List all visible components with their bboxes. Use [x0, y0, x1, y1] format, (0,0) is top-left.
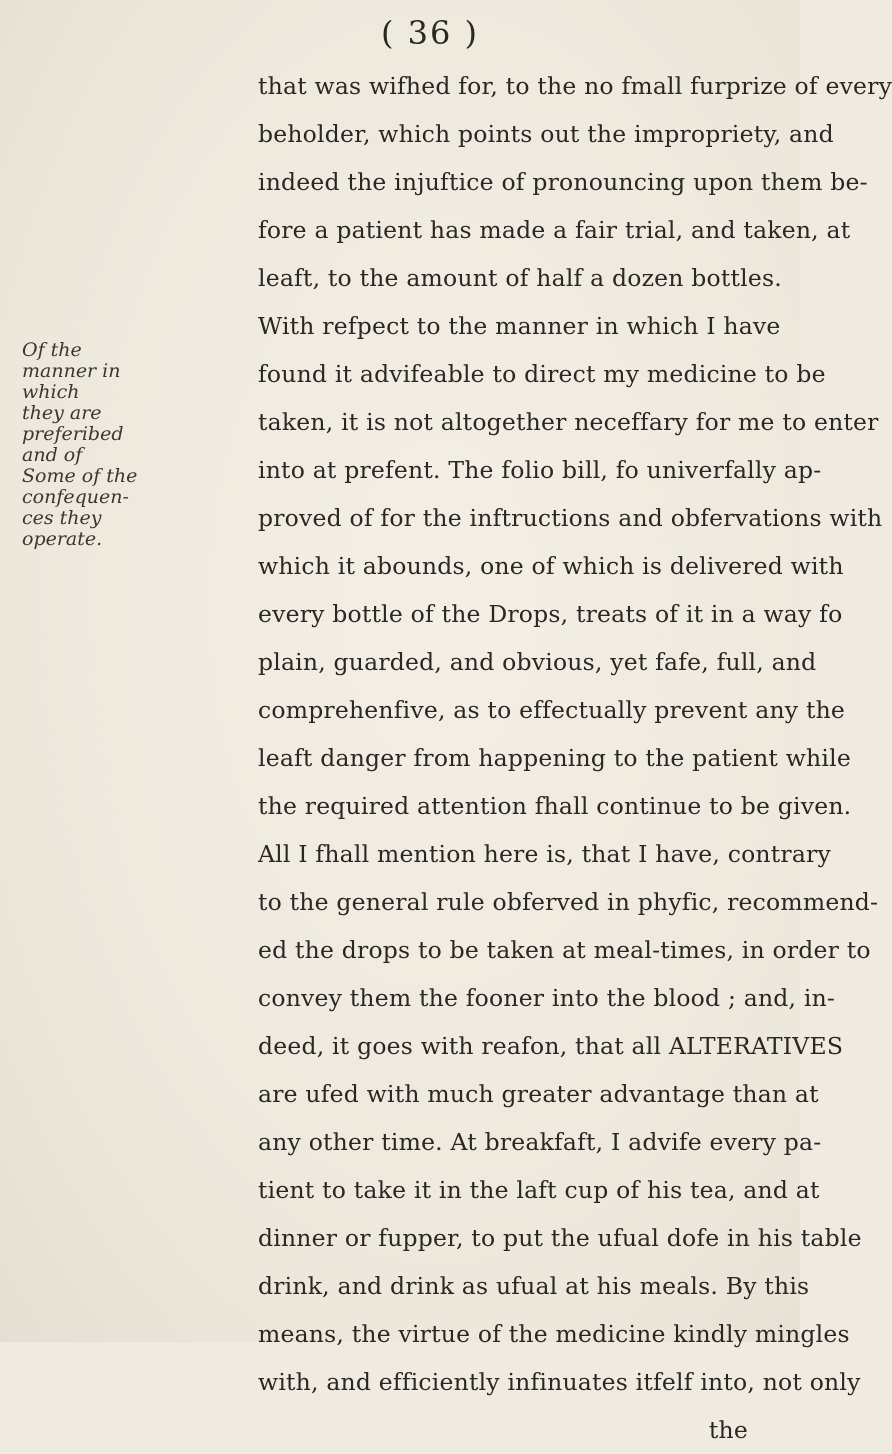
- margin-note-line: manner in: [22, 360, 121, 382]
- text-line: which it abounds, one of which is delivered with: [258, 552, 844, 580]
- text-line: dinner or fupper, to put the ufual dofe in his table: [258, 1224, 862, 1252]
- margin-note-line: they are: [22, 402, 102, 424]
- text-line: With refpect to the manner in which I have: [258, 312, 781, 340]
- page-number: ( 36 ): [380, 14, 480, 52]
- margin-note-line: operate.: [22, 528, 103, 550]
- text-line: found it advifeable to direct my medicine to be: [258, 360, 826, 388]
- text-line: taken, it is not altogether neceffary for me to enter: [258, 408, 879, 436]
- text-line: the required attention fhall continue to be given.: [258, 792, 852, 820]
- margin-note-line: Some of the: [22, 465, 138, 487]
- margin-note-line: Of the: [22, 339, 82, 361]
- text-line: plain, guarded, and obvious, yet fafe, full, and: [258, 648, 817, 676]
- margin-note-line: ces they: [22, 507, 102, 529]
- text-line: means, the virtue of the medicine kindly mingles: [258, 1320, 850, 1348]
- text-line: into at prefent. The folio bill, fo univerfally ap-: [258, 456, 822, 484]
- text-line: proved of for the inftructions and obfervations with: [258, 504, 883, 532]
- text-line: ed the drops to be taken at meal-times, in order to: [258, 936, 871, 964]
- text-line: drink, and drink as ufual at his meals. By this: [258, 1272, 810, 1300]
- text-line: that was wifhed for, to the no fmall furprize of every: [258, 72, 892, 100]
- text-line: comprehenfive, as to effectually prevent any the: [258, 696, 846, 724]
- text-line: beholder, which points out the impropriety, and: [258, 120, 834, 148]
- text-line: indeed the injuftice of pronouncing upon them be-: [258, 168, 868, 196]
- text-line: any other time. At breakfaft, I advife every pa-: [258, 1128, 822, 1156]
- text-line: every bottle of the Drops, treats of it in a way fo: [258, 600, 843, 628]
- margin-note-line: confequen-: [22, 486, 129, 508]
- text-line: tient to take it in the laft cup of his tea, and at: [258, 1176, 820, 1204]
- text-line: are ufed with much greater advantage than at: [258, 1080, 819, 1108]
- text-line: convey them the fooner into the blood ; and, in-: [258, 984, 836, 1012]
- margin-note-line: which: [22, 381, 80, 403]
- body-text: [258, 62, 892, 1454]
- text-line: deed, it goes with reafon, that all ALTERATIVES: [258, 1032, 844, 1060]
- text-line: with, and efficiently infinuates itfelf into, not only: [258, 1368, 861, 1396]
- text-line: to the general rule obferved in phyfic, recommend-: [258, 888, 879, 916]
- text-line: leaft, to the amount of half a dozen bottles.: [258, 264, 782, 292]
- catchword: the: [708, 1416, 748, 1444]
- text-line: fore a patient has made a fair trial, and taken, at: [258, 216, 851, 244]
- margin-note-line: preferibed: [22, 423, 124, 445]
- margin-note-line: and of: [22, 444, 83, 466]
- text-line: All I fhall mention here is, that I have, contrary: [258, 840, 831, 868]
- text-line: leaft danger from happening to the patient while: [258, 744, 851, 772]
- margin-note: [22, 340, 192, 550]
